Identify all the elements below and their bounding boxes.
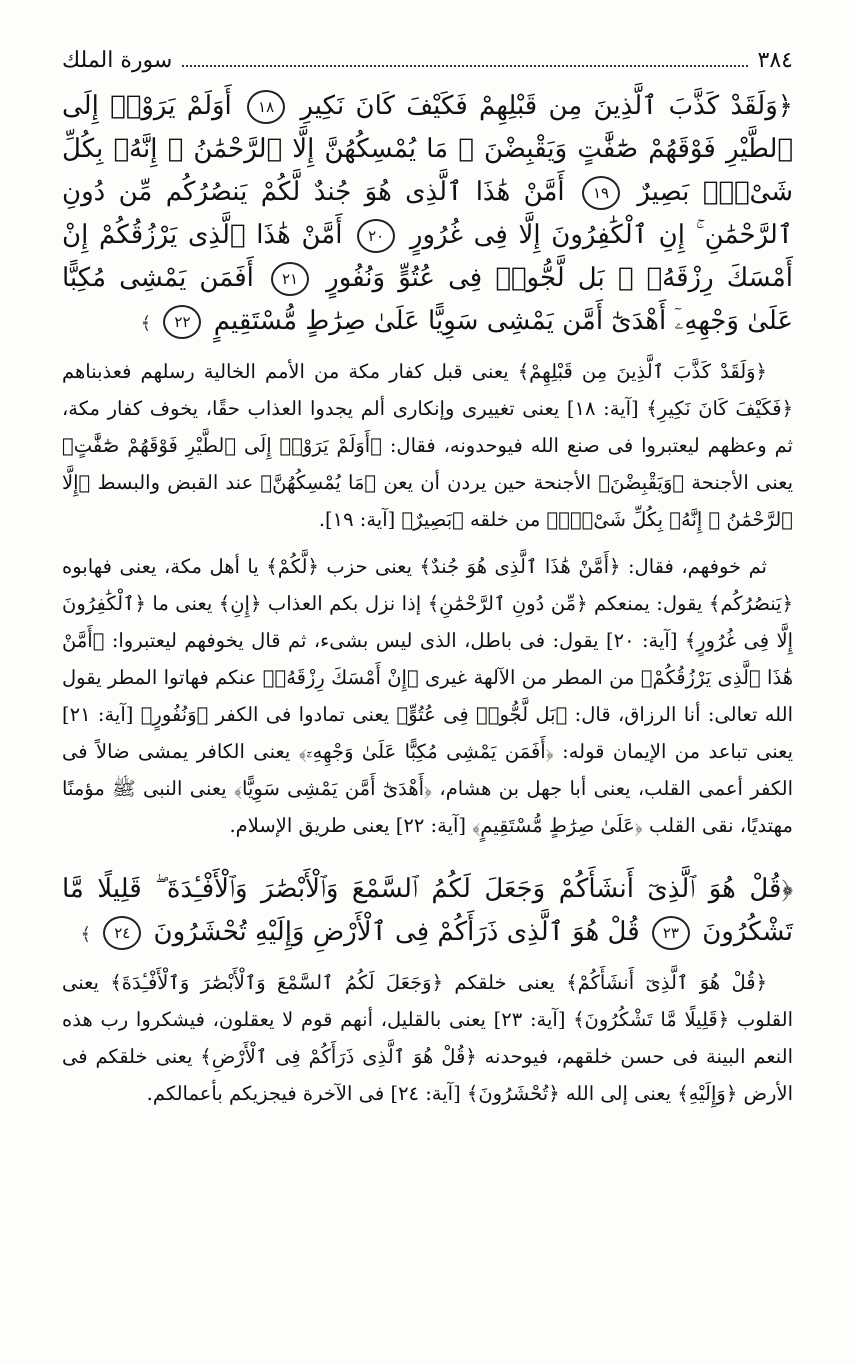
verse-number-badge: ١٨ <box>247 90 285 124</box>
verse-text: أَمَّنْ هَٰذَا ٱلَّذِى يَرْزُقُكُمْ إِنْ أَمْسَكَ رِزْقَهُۥ ۚ بَل لَّجُّوا۟ فِى عُتُوٍّ وَنُفُورٍ <box>62 220 794 293</box>
verse-number-badge: ٢٤ <box>103 916 141 950</box>
verse-number-badge: ٢١ <box>271 262 309 296</box>
page-number: ٣٨٤ <box>757 48 793 73</box>
quran-verses-block-2 <box>62 868 793 956</box>
commentary-paragraph: ﴿وَلَقَدْ كَذَّبَ ٱلَّذِينَ مِن قَبْلِهِمْ﴾ يعنى قبل كفار مكة من الأمم الخالية رسلهم فعذبناهم ﴿فَكَيْفَ كَانَ نَكِيرِ﴾ [آية: ١٨] يعنى تغييرى وإنكارى ألم يجدوا العذاب حقًا، يخوف كفار مكة، ثم وعظهم ليعتبروا فى صنع الله فيوحدونه، فقال: ﴿أَوَلَمْ يَرَوْا۟ إِلَى ٱلطَّيْرِ فَوْقَهُمْ صَٰٓفَّٰتٍ﴾ يعنى الأجنحة ﴿وَيَقْبِضْنَ﴾ الأجنحة حين يردن أن يعن ﴿مَا يُمْسِكُهُنَّ﴾ عند القبض والبسط ﴿إِلَّا ٱلرَّحْمَٰنُ ۚ إِنَّهُۥ بِكُلِّ شَىْءٍۭ﴾ من خلقه ﴿بَصِيرٌ﴾ [آية: ١٩]. <box>62 360 793 531</box>
quran-verses-block-1 <box>62 85 793 345</box>
verse-text: ﴿وَلَقَدْ كَذَّبَ ٱلَّذِينَ مِن قَبْلِهِمْ فَكَيْفَ كَانَ نَكِيرِ <box>300 91 793 121</box>
commentary-paragraph: ﴿قُلْ هُوَ ٱلَّذِىٓ أَنشَأَكُمْ﴾ يعنى خلقكم ﴿وَجَعَلَ لَكُمُ ٱلسَّمْعَ وَٱلْأَبْصَٰرَ وَٱلْأَفْـِٔدَةَ﴾ يعنى القلوب ﴿قَلِيلًا مَّا تَشْكُرُونَ﴾ [آية: ٢٣] يعنى بالقليل، أنهم قوم لا يعقلون، فيشكروا رب هذه النعم البينة فى حسن خلقهم، فيوحدنه ﴿قُلْ هُوَ ٱلَّذِى ذَرَأَكُمْ فِى ٱلْأَرْضِ﴾ يعنى خلقكم فى الأرض ﴿وَإِلَيْهِ﴾ يعنى إلى الله ﴿تُحْشَرُونَ﴾ [آية: ٢٤] فى الآخرة فيجزيكم بأعمالكم. <box>62 971 793 1105</box>
verse-text: ﴿قُلْ هُوَ ٱلَّذِىٓ أَنشَأَكُمْ وَجَعَلَ لَكُمُ ٱلسَّمْعَ وَٱلْأَبْصَٰرَ وَٱلْأَفْـِٔدَةَ ۖ قَلِيلًا مَّا تَشْكُرُونَ <box>62 874 793 947</box>
header-divider <box>182 65 747 67</box>
commentary-paragraph: ثم خوفهم، فقال: ﴿أَمَّنْ هَٰذَا ٱلَّذِى هُوَ جُندٌ﴾ يعنى حزب ﴿لَّكُمْ﴾ يا أهل مكة، يعنى فهابوه ﴿يَنصُرُكُم﴾ يقول: يمنعكم ﴿مِّن دُونِ ٱلرَّحْمَٰنِ﴾ إذا نزل بكم العذاب ﴿إِنِ﴾ يعنى ما ﴿ٱلْكَٰفِرُونَ إِلَّا فِى غُرُورٍ﴾ [آية: ٢٠] يقول: فى باطل، الذى ليس بشىء، ثم قال يخوفهم ليعتبروا: ﴿أَمَّنْ هَٰذَا ٱلَّذِى يَرْزُقُكُمْ﴾ من المطر من الآلهة غيرى ﴿إِنْ أَمْسَكَ رِزْقَهُۥ﴾ عنكم فهاتوا المطر يقول الله تعالى: أنا الرزاق، قال: ﴿بَل لَّجُّوا۟ فِى عُتُوٍّ﴾ يعنى تمادوا فى الكفر ﴿وَنُفُورٍ﴾ [آية: ٢١] يعنى تباعد من الإيمان قوله: ﴿أَفَمَن يَمْشِى مُكِبًّا عَلَىٰ وَجْهِهِۦٓ﴾ يعنى الكافر يمشى ضالاً فى الكفر أعمى القلب، يعنى أبا جهل بن هشام، ﴿أَهْدَىٰٓ أَمَّن يَمْشِى سَوِيًّا﴾ يعنى النبى ﷺ مؤمنًا مهتديًا، نقى القلب ﴿عَلَىٰ صِرَٰطٍ مُّسْتَقِيمٍ﴾ [آية: ٢٢] يعنى طريق الإسلام. <box>62 555 793 837</box>
verse-number-badge: ٢٢ <box>163 305 201 339</box>
closing-brace: ﴾ <box>80 924 91 945</box>
page-header <box>62 48 793 73</box>
verse-number-badge: ٢٠ <box>357 219 395 253</box>
section-spacer <box>62 854 793 868</box>
verse-text: أَفَمَن يَمْشِى مُكِبًّا عَلَىٰ وَجْهِهِۦٓ أَهْدَىٰٓ أَمَّن يَمْشِى سَوِيًّا عَلَىٰ صِرَٰطٍ مُّسْتَقِيمٍ <box>62 263 793 336</box>
surah-title: سورة الملك <box>62 48 173 73</box>
verse-number-badge: ٢٣ <box>652 916 690 950</box>
verse-number-badge: ١٩ <box>582 176 620 210</box>
closing-brace: ﴾ <box>140 313 152 334</box>
verse-text: قُلْ هُوَ ٱلَّذِى ذَرَأَكُمْ فِى ٱلْأَرْضِ وَإِلَيْهِ تُحْشَرُونَ <box>153 917 640 947</box>
verse-text: أَوَلَمْ يَرَوْا۟ إِلَى ٱلطَّيْرِ فَوْقَهُمْ صَٰٓفَّٰتٍ وَيَقْبِضْنَ ۚ مَا يُمْسِكُهُنَّ إِلَّا ٱلرَّحْمَٰنُ ۚ إِنَّهُۥ بِكُلِّ شَىْءٍۭ بَصِيرٌ <box>62 91 794 207</box>
verse-text: أَمَّنْ هَٰذَا ٱلَّذِى هُوَ جُندٌ لَّكُمْ يَنصُرُكُم مِّن دُونِ ٱلرَّحْمَٰنِ ۚ إِنِ ٱلْكَٰفِرُونَ إِلَّا فِى غُرُورٍ <box>62 177 794 250</box>
